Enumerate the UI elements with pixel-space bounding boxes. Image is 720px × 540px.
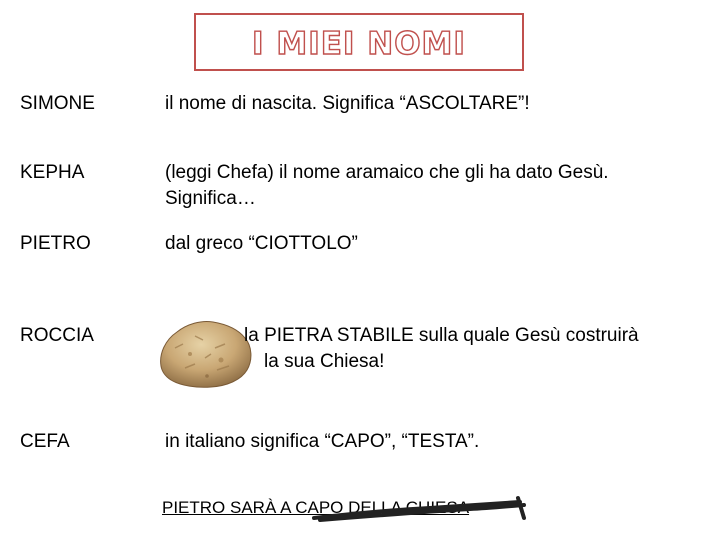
name-definition-kepha-line1: (leggi Chefa) il nome aramaico che gli ha dato Gesù. (165, 162, 609, 183)
name-term-simone: SIMONE (20, 93, 95, 114)
page-title: I MIEI NOMI (252, 26, 466, 62)
rock-image (155, 318, 255, 390)
name-definition-kepha-line2: Significa… (165, 188, 256, 209)
footer-statement: PIETRO SARÀ A CAPO DELLA CHIESA (162, 498, 470, 517)
name-term-pietro: PIETRO (20, 233, 91, 254)
name-term-roccia: ROCCIA (20, 325, 94, 346)
name-term-cefa: CEFA (20, 431, 70, 452)
name-definition-roccia-line2: la sua Chiesa! (264, 351, 385, 372)
name-definition-roccia-line1: la PIETRA STABILE sulla quale Gesù costruirà (244, 325, 639, 346)
name-definition-simone: il nome di nascita. Significa “ASCOLTARE”! (165, 93, 530, 114)
title-box (194, 13, 524, 71)
name-definition-pietro: dal greco “CIOTTOLO” (165, 233, 358, 254)
scribble-mark (310, 494, 532, 524)
name-term-kepha: KEPHA (20, 162, 85, 183)
name-definition-cefa: in italiano significa “CAPO”, “TESTA”. (165, 431, 480, 452)
